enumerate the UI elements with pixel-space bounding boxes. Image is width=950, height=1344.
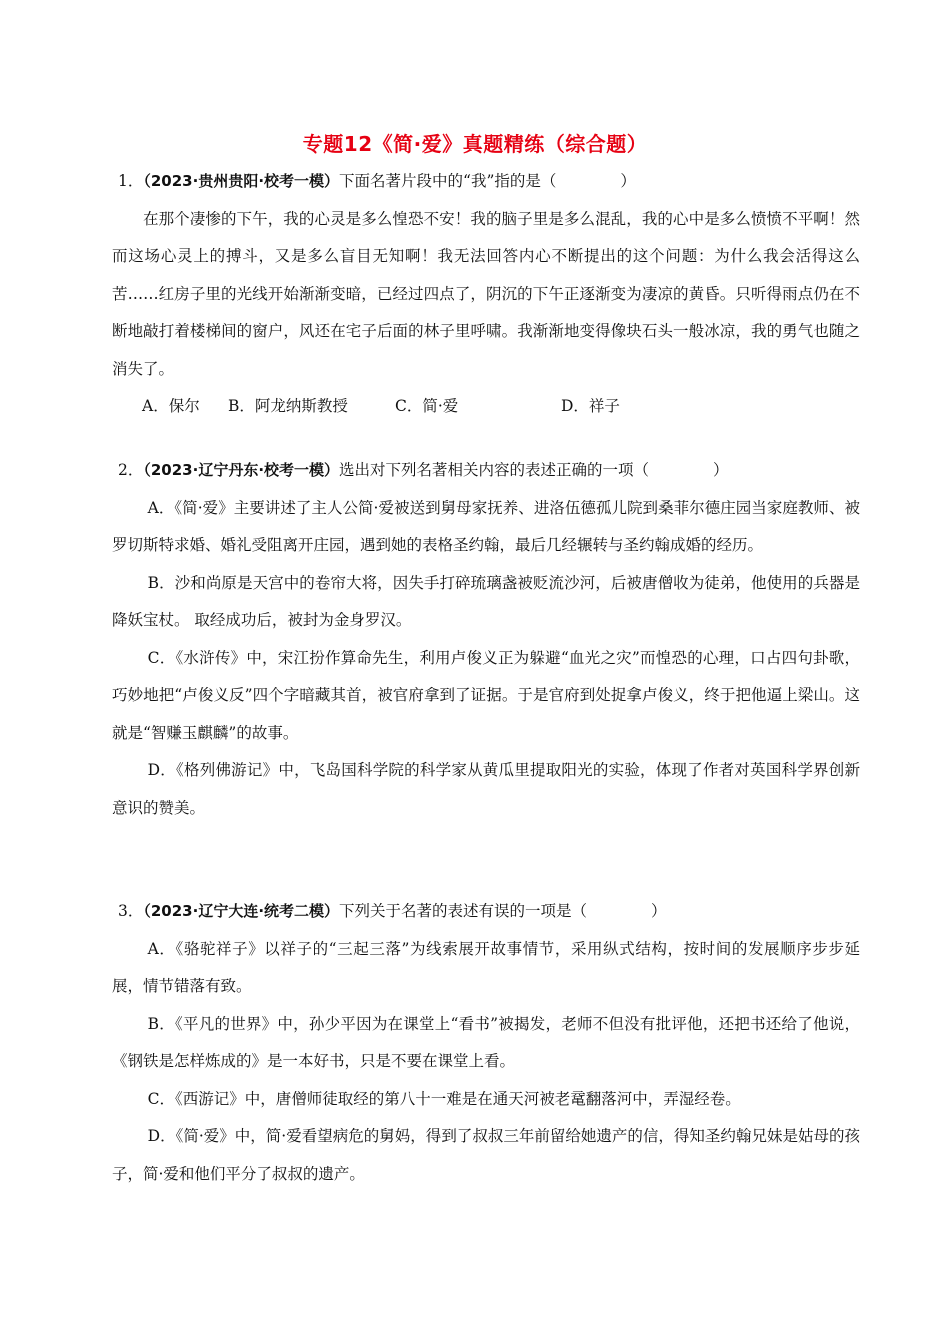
question-2	[112, 452, 860, 827]
question-source: （2023·辽宁大连·统考二模）	[143, 902, 340, 920]
question-1-options	[112, 388, 860, 426]
question-3-stem	[112, 893, 860, 931]
option-a: A．《简·爱》主要讲述了主人公简·爱被送到舅母家抚养、进洛伍德孤儿院到桑菲尔德庄园当家庭教师、被罗切斯特求婚、婚礼受阻离开庄园，遇到她的表格圣约翰，最后几经辗转与圣约翰成婚的经历。	[112, 498, 860, 554]
question-1-passage: 在那个凄惨的下午，我的心灵是多么惶恐不安！我的脑子里是多么混乱，我的心中是多么愤愤不平啊！然而这场心灵上的搏斗，又是多么盲目无知啊！我无法回答内心不断提出的这个问题：为什么我会活得这么苦……红房子里的光线开始渐渐变暗，已经过四点了，阴沉的下午正逐渐变为凄凉的黄昏。只听得雨点仍在不断地敲打着楼梯间的窗户，风还在宅子后面的林子里呼啸。我渐渐地变得像块石头一般冰凉，我的勇气也随之消失了。	[112, 209, 860, 378]
question-source: （2023·贵州贵阳·校考一模）	[143, 172, 340, 190]
question-1-stem	[112, 163, 860, 201]
question-text: 下面名著片段中的“我”指的是（	[339, 172, 557, 190]
answer-paren-close: ）	[620, 172, 636, 190]
question-2-stem	[112, 452, 860, 490]
question-text: 下列关于名著的表述有误的一项是（	[339, 902, 588, 920]
option-d: D．祥子	[561, 397, 620, 415]
option-b: B．《平凡的世界》中，孙少平因为在课堂上“看书”被揭发，老师不但没有批评他，还把书还给了他说，《钢铁是怎样炼成的》是一本好书，只是不要在课堂上看。	[112, 1014, 860, 1070]
question-3	[112, 893, 860, 1193]
question-text: 选出对下列名著相关内容的表述正确的一项（	[339, 461, 650, 479]
question-number: 3．	[118, 902, 144, 920]
option-c: C．《西游记》中，唐僧师徒取经的第八十一难是在通天河被老鼋翻落河中，弄湿经卷。	[147, 1089, 741, 1108]
option-a: A．《骆驼祥子》以祥子的“三起三落”为线索展开故事情节，采用纵式结构，按时间的发展顺序步步延展，情节错落有致。	[112, 939, 860, 995]
answer-paren-close: ）	[713, 461, 729, 479]
option-d: D．《格列佛游记》中，飞岛国科学院的科学家从黄瓜里提取阳光的实验，体现了作者对英国科学界创新意识的赞美。	[112, 761, 860, 817]
option-b: B．沙和尚原是天宫中的卷帘大将，因失手打碎琉璃盏被贬流沙河，后被唐僧收为徒弟，他使用的兵器是降妖宝杖。 取经成功后，被封为金身罗汉。	[112, 573, 860, 629]
option-c: C．《水浒传》中，宋江扮作算命先生，利用卢俊义正为躲避“血光之灾”而惶恐的心理，口占四句卦歌，巧妙地把“卢俊义反”四个字暗藏其首，被官府拿到了证据。于是官府到处捉拿卢俊义，终于把他逼上梁山。这就是“智赚玉麒麟”的故事。	[112, 648, 860, 742]
question-1	[112, 163, 860, 426]
option-a: A．保尔	[142, 397, 200, 415]
option-c: C．简·爱	[395, 397, 459, 415]
page-title: 专题12《简·爱》真题精练（综合题）	[302, 132, 648, 156]
option-b: B．阿龙纳斯教授	[228, 397, 348, 415]
question-number: 2．	[118, 461, 144, 479]
option-d: D．《简·爱》中，简·爱看望病危的舅妈，得到了叔叔三年前留给她遗产的信，得知圣约翰兄妹是姑母的孩子，简·爱和他们平分了叔叔的遗产。	[112, 1127, 860, 1183]
question-source: （2023·辽宁丹东·校考一模）	[143, 461, 340, 479]
answer-paren-close: ）	[651, 902, 667, 920]
question-number: 1．	[118, 172, 144, 190]
